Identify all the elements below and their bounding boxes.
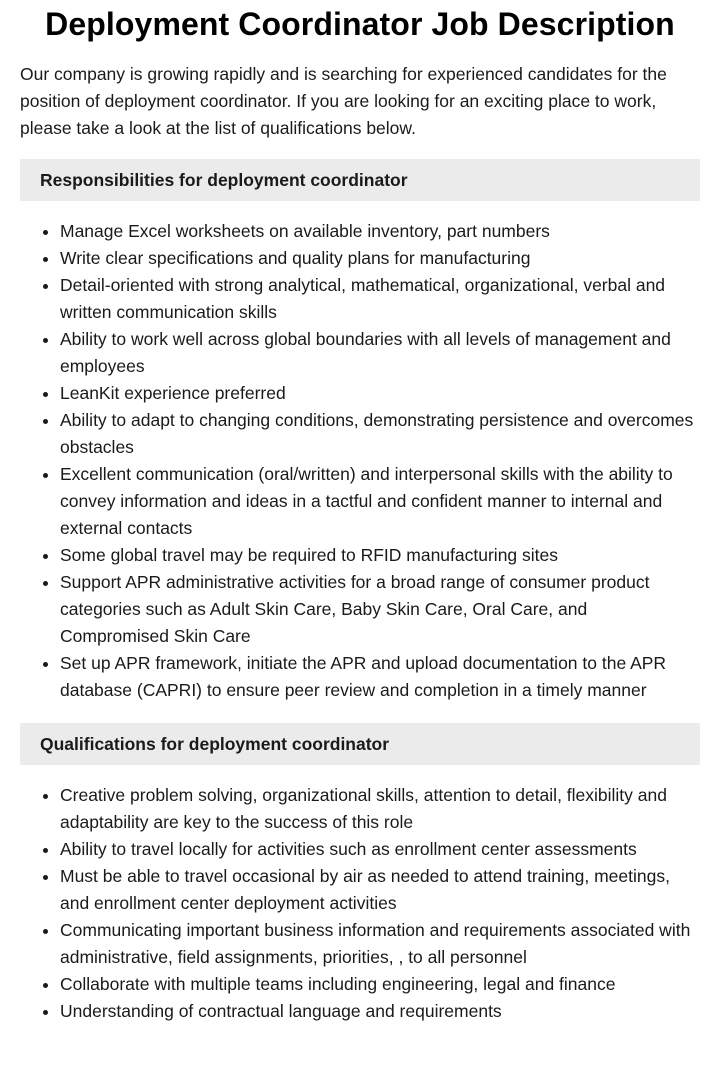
list-item: • Support APR administrative activities for a broad range of consumer product categories such as Adult Skin Care, Baby Skin Care, Oral Care, and Compromised Skin Care: [60, 569, 700, 650]
list-item: • Set up APR framework, initiate the APR and upload documentation to the APR database (CAPRI) to ensure peer review and completion in a timely manner: [60, 650, 700, 704]
list-item: • Write clear specifications and quality plans for manufacturing: [60, 245, 700, 272]
list-item: • LeanKit experience preferred: [60, 380, 700, 407]
responsibilities-heading: Responsibilities for deployment coordinator: [20, 159, 700, 201]
list-item: • Understanding of contractual language and requirements: [60, 998, 700, 1025]
list-item: • Detail-oriented with strong analytical, mathematical, organizational, verbal and written communication skills: [60, 272, 700, 326]
list-item: • Some global travel may be required to RFID manufacturing sites: [60, 542, 700, 569]
qualifications-heading: Qualifications for deployment coordinator: [20, 723, 700, 765]
list-item: • Ability to adapt to changing conditions, demonstrating persistence and overcomes obstacles: [60, 407, 700, 461]
list-item: • Manage Excel worksheets on available inventory, part numbers: [60, 218, 700, 245]
list-item: • Must be able to travel occasional by air as needed to attend training, meetings, and enrollment center deployment activities: [60, 863, 700, 917]
intro-paragraph: Our company is growing rapidly and is searching for experienced candidates for the position of deployment coordinator. If you are looking for an exciting place to work, please take a look at the list of qualifications below.: [20, 64, 667, 138]
list-item: • Ability to travel locally for activities such as enrollment center assessments: [60, 836, 700, 863]
list-item: • Ability to work well across global boundaries with all levels of management and employees: [60, 326, 700, 380]
qualifications-list: [20, 782, 700, 1025]
page-title: Deployment Coordinator Job Description: [45, 6, 675, 42]
list-item: • Excellent communication (oral/written) and interpersonal skills with the ability to convey information and ideas in a tactful and confident manner to internal and external contacts: [60, 461, 700, 542]
list-item: • Creative problem solving, organizational skills, attention to detail, flexibility and adaptability are key to the success of this role: [60, 782, 700, 836]
list-item: • Communicating important business information and requirements associated with administrative, field assignments, priorities, , to all personnel: [60, 917, 700, 971]
responsibilities-list: [20, 218, 700, 704]
list-item: • Collaborate with multiple teams including engineering, legal and finance: [60, 971, 700, 998]
